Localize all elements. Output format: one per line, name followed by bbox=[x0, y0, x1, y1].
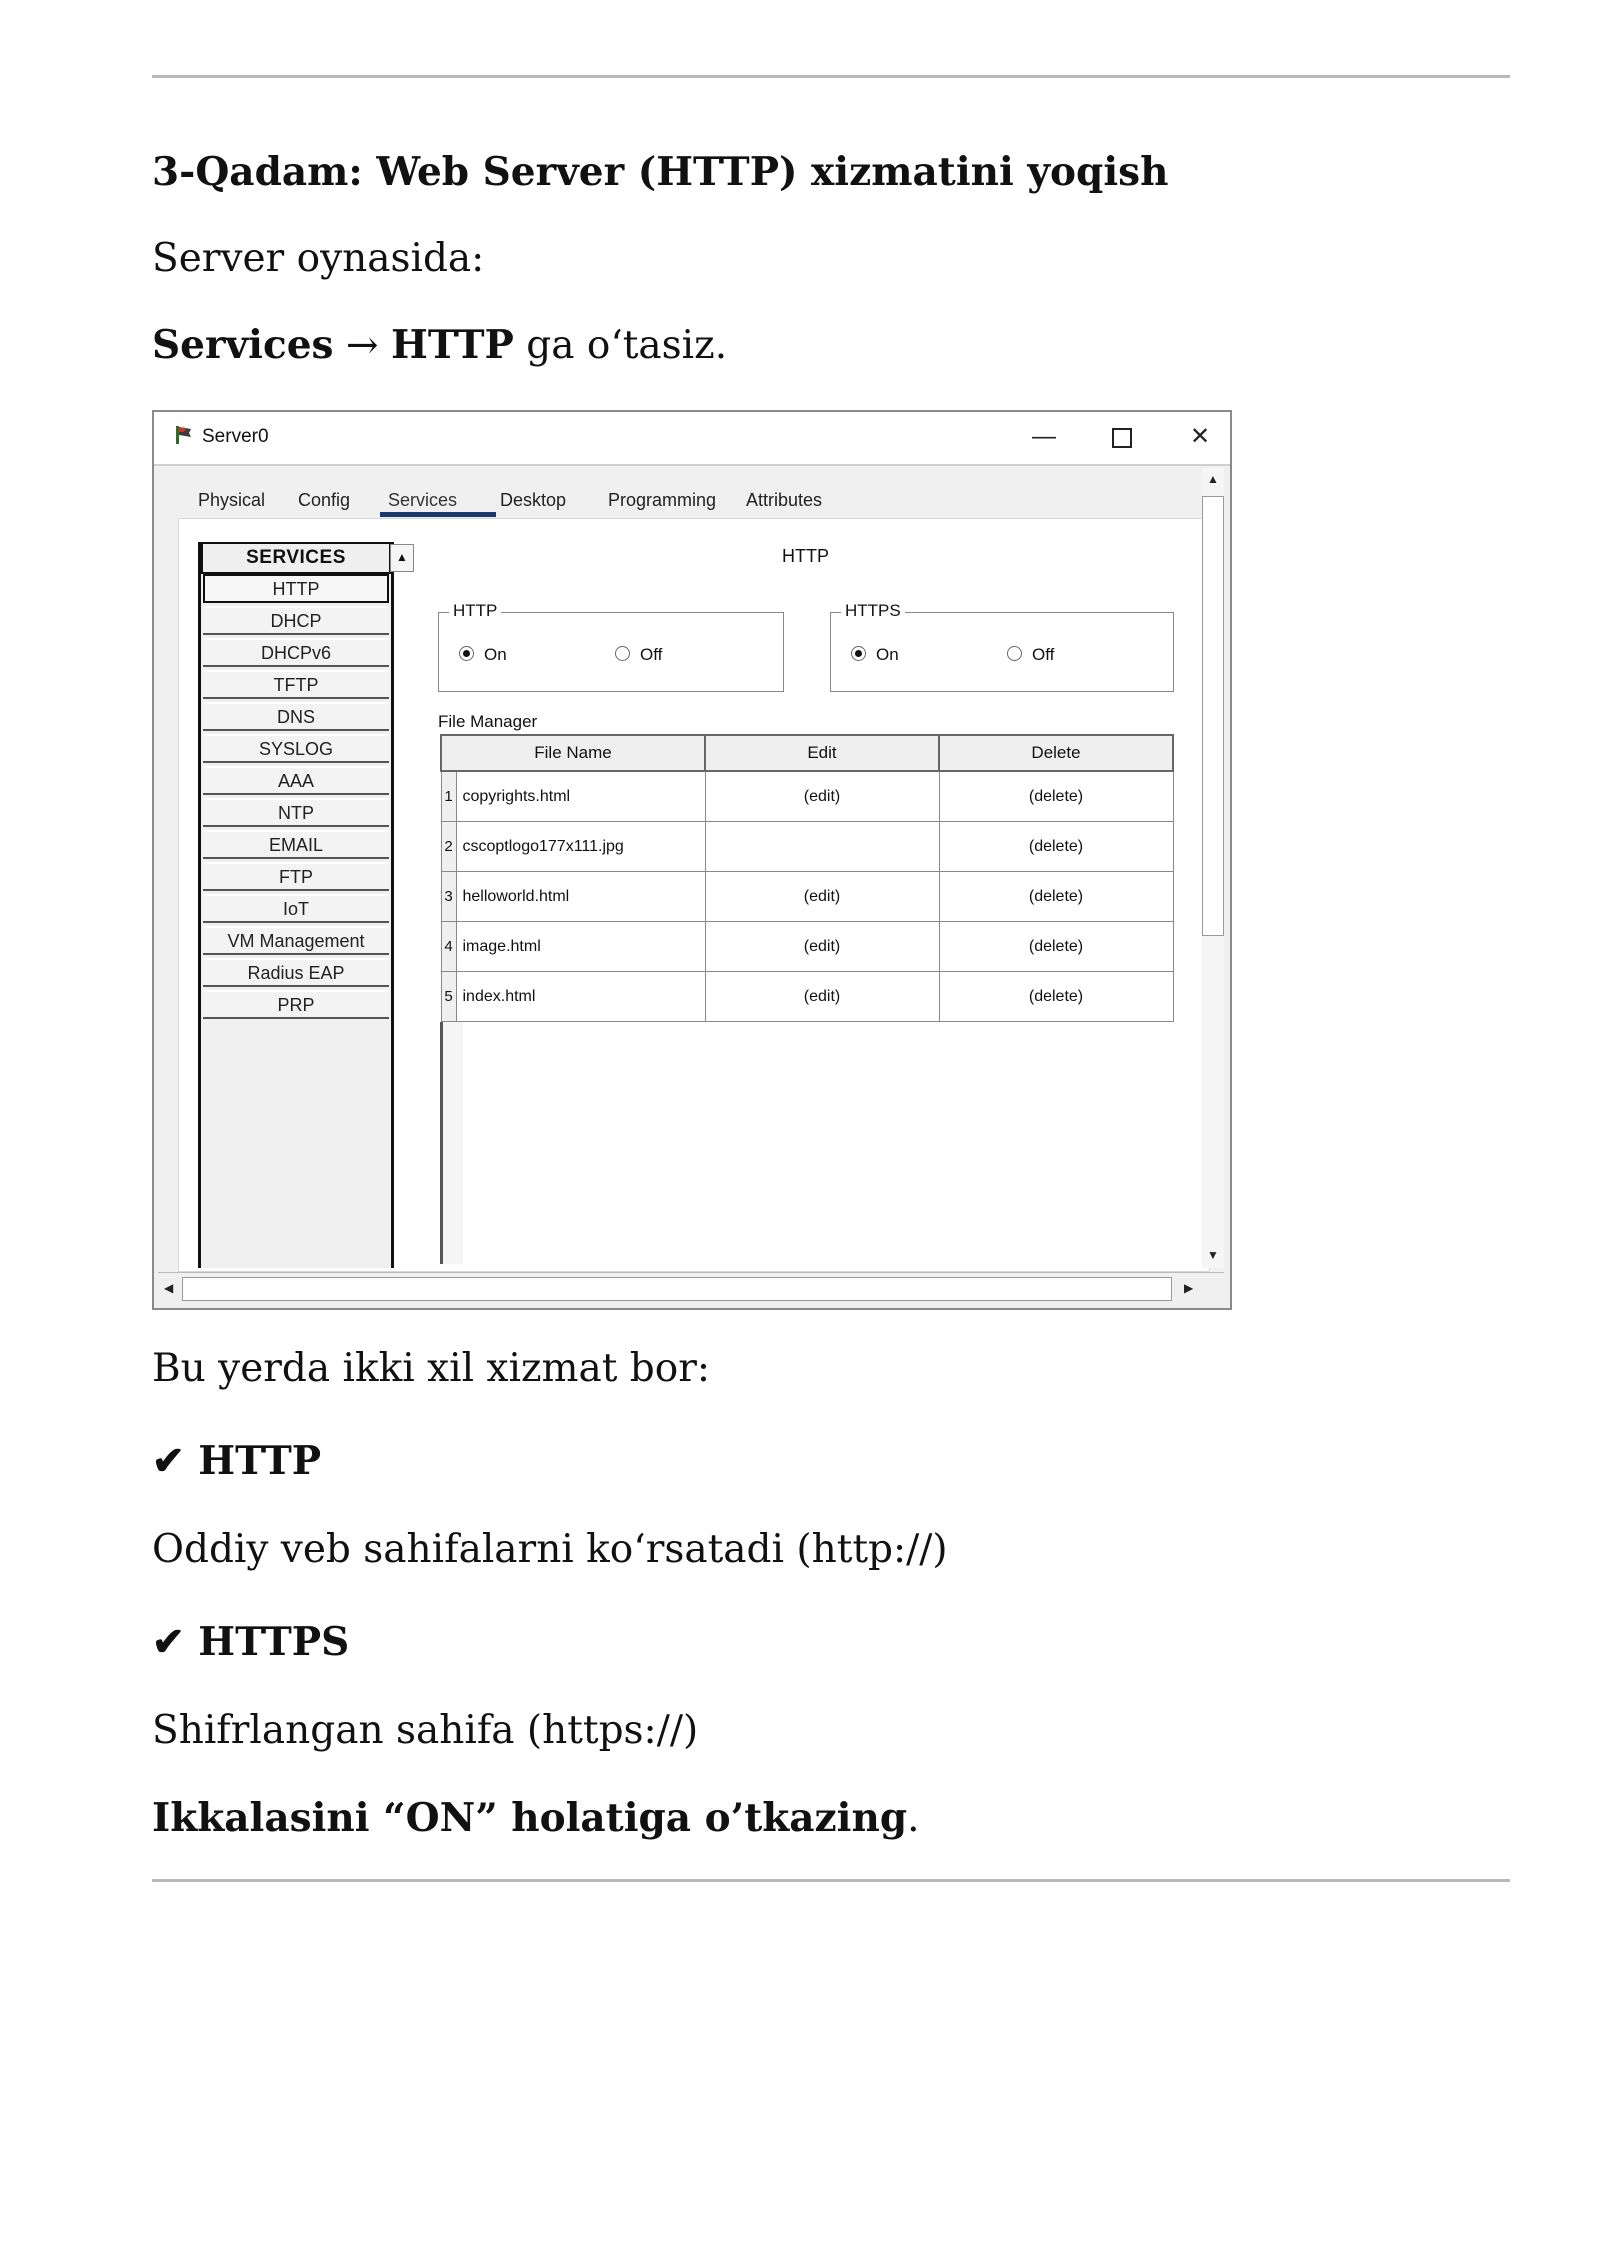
table-row bbox=[441, 922, 1173, 972]
file-name-cell: copyrights.html bbox=[456, 771, 705, 822]
service-item-email[interactable]: EMAIL bbox=[203, 830, 389, 859]
file-table-header-row bbox=[441, 735, 1173, 771]
final-instruction-bold: Ikkalasini “ON” holatiga o’tkazing bbox=[152, 1795, 908, 1841]
instruction-rest: ga o‘tasiz. bbox=[513, 323, 728, 368]
server-app-icon bbox=[172, 424, 194, 446]
edit-link[interactable]: (edit) bbox=[705, 872, 939, 922]
final-period: . bbox=[907, 1796, 920, 1841]
file-name-cell: helloworld.html bbox=[456, 872, 705, 922]
https-off-label: Off bbox=[1032, 645, 1055, 664]
row-number: 3 bbox=[441, 872, 456, 922]
http-off-radio[interactable] bbox=[615, 645, 662, 665]
column-header-file-name: File Name bbox=[441, 735, 705, 771]
scroll-left-arrow-icon[interactable]: ◀ bbox=[164, 1281, 174, 1295]
delete-link[interactable]: (delete) bbox=[939, 822, 1173, 872]
active-tab-indicator bbox=[380, 512, 496, 517]
navigation-instruction bbox=[152, 321, 727, 370]
https-bullet-title: HTTPS bbox=[198, 1619, 350, 1665]
vertical-scroll-thumb[interactable] bbox=[1202, 496, 1224, 936]
tab-config[interactable]: Config bbox=[298, 490, 351, 510]
maximize-icon bbox=[1112, 428, 1132, 448]
service-item-dhcp[interactable]: DHCP bbox=[203, 606, 389, 635]
http-label: HTTP bbox=[391, 322, 514, 368]
http-on-label: On bbox=[484, 645, 507, 664]
service-item-radius-eap[interactable]: Radius EAP bbox=[203, 958, 389, 987]
http-bullet-title: HTTP bbox=[198, 1438, 322, 1484]
file-name-cell: cscoptlogo177x111.jpg bbox=[456, 822, 705, 872]
file-name-cell: index.html bbox=[456, 972, 705, 1022]
table-row bbox=[441, 771, 1173, 822]
https-off-radio[interactable] bbox=[1007, 645, 1054, 665]
services-scroll-up-arrow[interactable]: ▲ bbox=[390, 544, 414, 572]
maximize-button[interactable] bbox=[1102, 420, 1142, 454]
table-row bbox=[441, 972, 1173, 1022]
https-bullet bbox=[152, 1618, 349, 1666]
table-row bbox=[441, 822, 1173, 872]
service-item-dhcpv6[interactable]: DHCPv6 bbox=[203, 638, 389, 667]
service-item-http[interactable]: HTTP bbox=[203, 574, 389, 603]
scroll-up-arrow-icon[interactable]: ▲ bbox=[1207, 472, 1219, 486]
window-titlebar bbox=[154, 412, 1230, 466]
https-group bbox=[830, 601, 1174, 692]
http-off-label: Off bbox=[640, 645, 663, 664]
services-list-header: SERVICES bbox=[201, 542, 391, 574]
service-item-iot[interactable]: IoT bbox=[203, 894, 389, 923]
service-item-aaa[interactable]: AAA bbox=[203, 766, 389, 795]
checkmark-icon: ✔ bbox=[152, 1619, 185, 1665]
http-on-radio[interactable] bbox=[459, 645, 507, 665]
horizontal-scroll-thumb[interactable] bbox=[182, 1277, 1172, 1301]
https-description: Shifrlangan sahifa (https://) bbox=[152, 1708, 699, 1753]
services-label: Services bbox=[152, 322, 334, 368]
table-row bbox=[441, 872, 1173, 922]
file-name-cell: image.html bbox=[456, 922, 705, 972]
service-item-ftp[interactable]: FTP bbox=[203, 862, 389, 891]
file-manager-table bbox=[440, 734, 1174, 1022]
final-instruction bbox=[152, 1794, 920, 1843]
row-number: 4 bbox=[441, 922, 456, 972]
radio-unselected-icon bbox=[1007, 646, 1022, 661]
edit-link[interactable]: (edit) bbox=[705, 771, 939, 822]
bottom-rule bbox=[152, 1879, 1510, 1882]
row-number: 5 bbox=[441, 972, 456, 1022]
server-window bbox=[152, 410, 1232, 1310]
https-on-label: On bbox=[876, 645, 899, 664]
window-title: Server0 bbox=[202, 426, 269, 447]
intro-text: Server oynasida: bbox=[152, 236, 485, 281]
service-item-ntp[interactable]: NTP bbox=[203, 798, 389, 827]
arrow-glyph: → bbox=[333, 323, 392, 368]
row-number: 2 bbox=[441, 822, 456, 872]
http-group-label: HTTP bbox=[449, 601, 501, 621]
scroll-right-arrow-icon[interactable]: ▶ bbox=[1184, 1281, 1194, 1295]
minimize-button[interactable]: — bbox=[1032, 423, 1056, 450]
delete-link[interactable]: (delete) bbox=[939, 972, 1173, 1022]
http-description: Oddiy veb sahifalarni ko‘rsatadi (http://) bbox=[152, 1527, 948, 1572]
tab-programming[interactable]: Programming bbox=[608, 490, 717, 510]
services-list bbox=[198, 542, 394, 1268]
edit-link[interactable]: (edit) bbox=[705, 922, 939, 972]
row-number: 1 bbox=[441, 771, 456, 822]
step-heading: 3-Qadam: Web Server (HTTP) xizmatini yoqish bbox=[152, 149, 1169, 195]
http-pane-title: HTTP bbox=[782, 546, 829, 566]
service-item-tftp[interactable]: TFTP bbox=[203, 670, 389, 699]
delete-link[interactable]: (delete) bbox=[939, 922, 1173, 972]
https-group-label: HTTPS bbox=[841, 601, 905, 621]
column-header-delete: Delete bbox=[939, 735, 1173, 771]
tab-attributes[interactable]: Attributes bbox=[746, 490, 823, 510]
https-on-radio[interactable] bbox=[851, 645, 899, 665]
radio-unselected-icon bbox=[615, 646, 630, 661]
http-bullet bbox=[152, 1437, 321, 1485]
service-item-prp[interactable]: PRP bbox=[203, 990, 389, 1019]
radio-selected-icon bbox=[851, 646, 866, 661]
service-item-vm-management[interactable]: VM Management bbox=[203, 926, 389, 955]
edit-link[interactable]: (edit) bbox=[705, 972, 939, 1022]
service-item-dns[interactable]: DNS bbox=[203, 702, 389, 731]
file-manager-label: File Manager bbox=[438, 712, 538, 731]
tab-services[interactable]: Services bbox=[388, 490, 458, 510]
edit-link bbox=[705, 822, 939, 872]
radio-selected-icon bbox=[459, 646, 474, 661]
delete-link[interactable]: (delete) bbox=[939, 771, 1173, 822]
services-intro: Bu yerda ikki xil xizmat bor: bbox=[152, 1346, 711, 1391]
close-button[interactable]: ✕ bbox=[1189, 423, 1211, 450]
tab-desktop[interactable]: Desktop bbox=[500, 490, 567, 510]
scroll-down-arrow-icon[interactable]: ▼ bbox=[1207, 1248, 1219, 1262]
delete-link[interactable]: (delete) bbox=[939, 872, 1173, 922]
vertical-scrollbar[interactable] bbox=[1202, 468, 1224, 1268]
horizontal-scrollbar[interactable] bbox=[158, 1272, 1224, 1305]
http-group bbox=[438, 601, 784, 692]
top-rule bbox=[152, 75, 1510, 78]
checkmark-icon: ✔ bbox=[152, 1438, 185, 1484]
column-header-edit: Edit bbox=[705, 735, 939, 771]
service-item-syslog[interactable]: SYSLOG bbox=[203, 734, 389, 763]
tab-physical[interactable]: Physical bbox=[198, 490, 266, 510]
